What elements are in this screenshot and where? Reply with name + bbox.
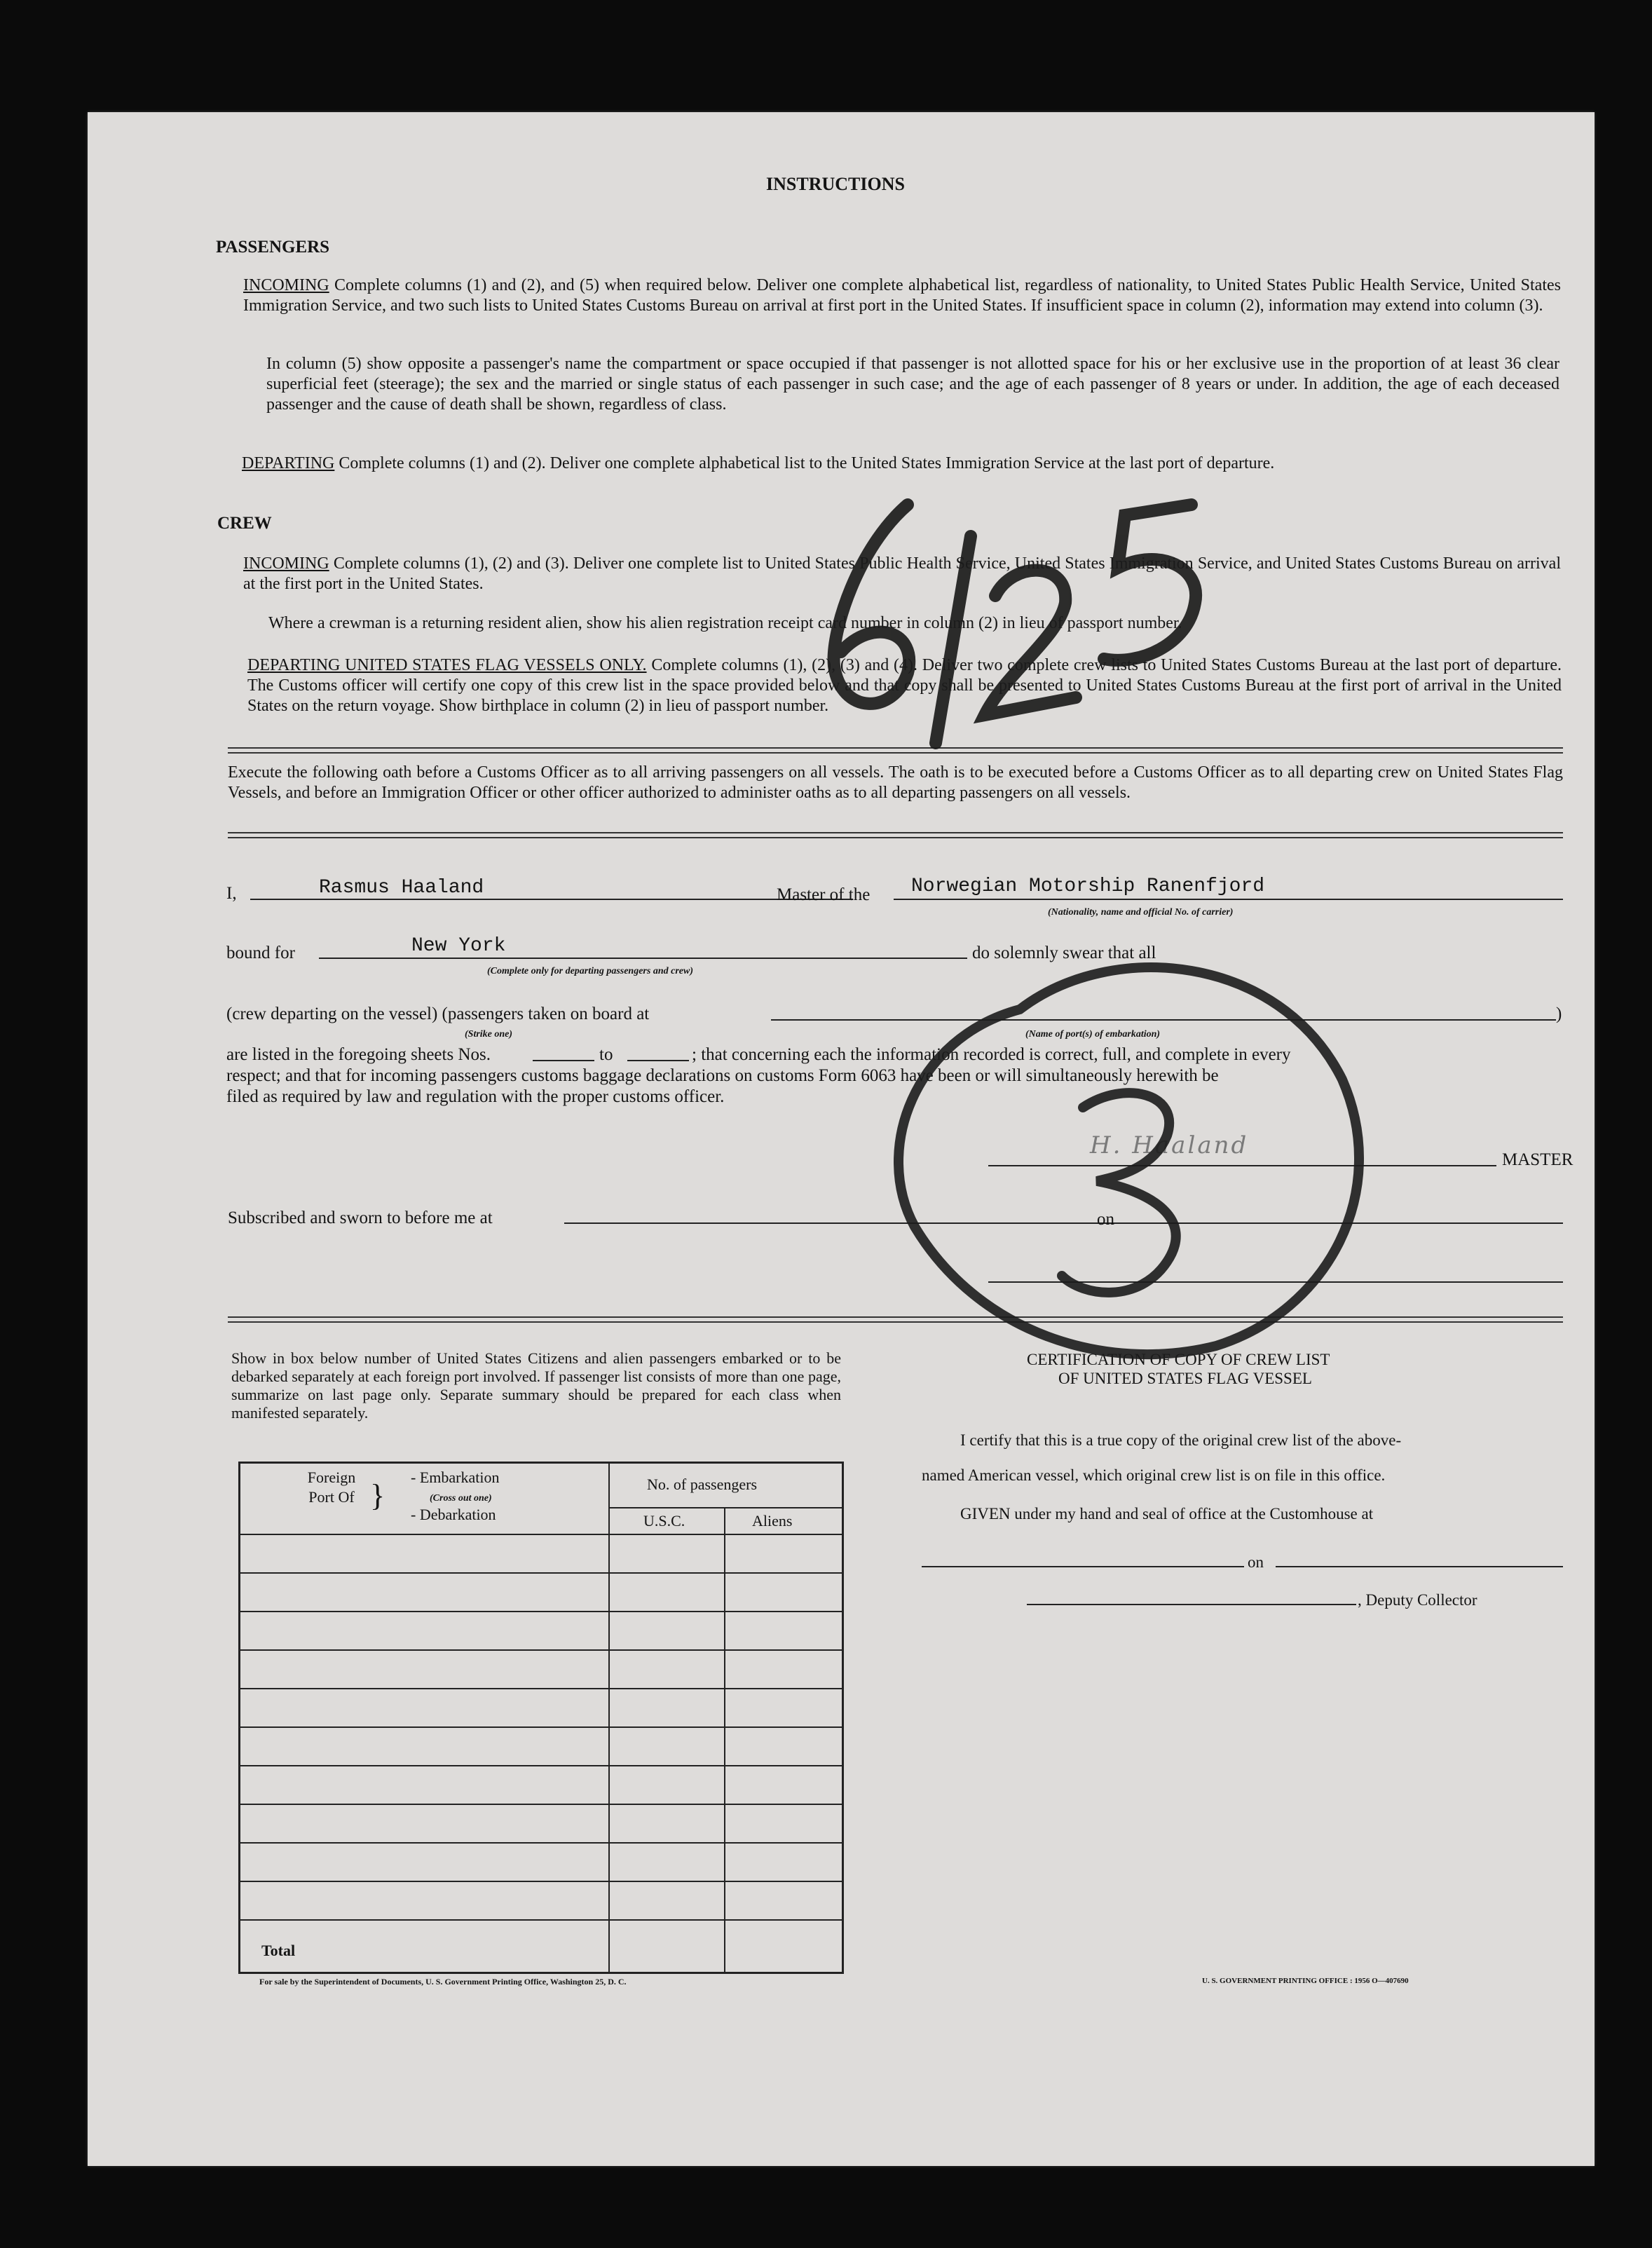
certification-text-line2: named American vessel, which original crew list is on file in this office. [922,1466,1386,1484]
passengers-departing-text: Complete columns (1) and (2). Deliver one complete alphabetical list to the United States Immigration Service at the last port of departure. [339,454,1275,472]
crew-departing-text: (crew departing on the vessel) (passengers taken on board at [226,1004,650,1023]
master-name-field[interactable]: Rasmus Haaland [319,877,484,899]
master-of-label: Master of the [777,885,871,904]
document-page [88,112,1595,2166]
column5-paragraph: In column (5) show opposite a passenger's name the compartment or space occupied if that passenger is not allotted space for his or her exclusive use in the proportion of at least 36 clear superficial feet (steerage); the sex and the married or single status of each passenger in such case; and the age of each passenger of 8 years or under. In addition, the age of each deceased passenger and the cause of death shall be shown, regardless of class. [266,355,1559,414]
handwritten-marks [88,112,1595,2166]
certification-title-line1: CERTIFICATION OF COPY OF CREW LIST [1027,1351,1330,1368]
cross-out-caption: (Cross out one) [430,1493,492,1504]
subscribed-on-label: on [1097,1210,1114,1229]
usc-column-header: U.S.C. [643,1512,685,1530]
swear-text: do solemnly swear that all [972,944,1156,962]
sheets-to-label: to [599,1045,613,1064]
brace-icon: } [370,1478,385,1513]
summary-instruction: Show in box below number of United States Citizens and alien passengers embarked or to be debarked separately at each foreign port involved. If passenger list consists of more than one page, summarize on last page only. Separate summary should be prepared for each class when manifested separately. [231,1349,841,1422]
certification-title-line2: OF UNITED STATES FLAG VESSEL [1058,1370,1312,1387]
vessel-caption: (Nationality, name and official No. of carrier) [1048,907,1234,918]
crew-departing-label: DEPARTING UNITED STATES FLAG VESSELS ONLY. [247,656,647,674]
crew-incoming-label: INCOMING [243,554,329,573]
ports-caption: (Name of port(s) of embarkation) [1025,1029,1161,1040]
subscribed-label: Subscribed and sworn to before me at [228,1208,493,1227]
close-paren: ) [1556,1004,1562,1023]
bound-for-label: bound for [226,944,295,962]
certification-text-line1: I certify that this is a true copy of the original crew list of the above- [960,1431,1402,1449]
passengers-incoming-text: Complete columns (1) and (2), and (5) when required below. Deliver one complete alphabetical list, regardless of nationality, to United States Public Health Service, United States Immigration Service, and two such lists to United States Customs Bureau on arrival at first port in the United States. If insufficient space in column (2), information may extend into column (3). [243,276,1561,315]
sheets-line3: filed as required by law and regulation with the proper customs officer. [226,1087,725,1106]
crew-heading: CREW [217,514,272,533]
footer-left: For sale by the Superintendent of Documents, U. S. Government Printing Office, Washington 25, D. C. [259,1977,627,1987]
master-label: MASTER [1502,1150,1574,1169]
crew-departing-text: Complete columns (1), (2), (3) and (4). Deliver two complete crew lists to United States Customs Bureau at the last port of departure. The Customs officer will certify one copy of this crew list in the space provided below and that copy shall be presented to United States Customs Bureau at the first port of arrival in the United States on the return voyage. Show birthplace in column (2) in lieu of passport number. [247,656,1562,715]
debarkation-label: - Debarkation [411,1506,496,1523]
sheets-line2: respect; and that for incoming passengers customs baggage declarations on customs Form 6063 have been or will simultaneously herewith be [226,1066,1219,1085]
crew-incoming-text: Complete columns (1), (2) and (3). Deliver one complete list to United States Public Health Service, United States Immigration Service, and United States Customs Bureau on arrival at the first port in the United States. [243,554,1561,593]
master-signature: H. Haaland [1090,1131,1249,1159]
vessel-field[interactable]: Norwegian Motorship Ranenfjord [911,876,1265,897]
total-label: Total [261,1942,296,1959]
destination-caption: (Complete only for departing passengers and crew) [487,966,693,976]
footer-right: U. S. GOVERNMENT PRINTING OFFICE : 1956 O—407690 [1202,1977,1409,1985]
sheets-line1-b: ; that concerning each the information recorded is correct, full, and complete in every [692,1045,1291,1064]
foreign-port-label: Foreign Port Of [307,1469,356,1506]
circled-number-3 [899,967,1359,1354]
date-mark-6-25 [834,505,1196,743]
destination-field[interactable]: New York [411,935,506,957]
passengers-heading: PASSENGERS [216,238,330,257]
crew-alien-paragraph: Where a crewman is a returning resident alien, show his alien registration receipt card number in column (2) in lieu of passport number. [268,614,1182,632]
passengers-incoming-label: INCOMING [243,276,329,294]
sheets-line1-a: are listed in the foregoing sheets Nos. [226,1045,491,1064]
oath-instruction: Execute the following oath before a Customs Officer as to all arriving passengers on all vessels. The oath is to be executed before a Customs Officer as to all departing crew on United States Flag Vessels, and before an Immigration Officer or other officer authorized to administer oaths as to all departing passengers on all vessels. [228,763,1563,802]
no-passengers-label: No. of passengers [647,1476,758,1493]
certification-on-label: on [1248,1553,1264,1571]
embarkation-label: - Embarkation [411,1469,500,1486]
strike-caption: (Strike one) [465,1029,513,1040]
oath-i-label: I, [226,884,237,903]
passengers-departing-label: DEPARTING [242,454,335,472]
aliens-column-header: Aliens [752,1512,793,1530]
certification-given-text: GIVEN under my hand and seal of office at the Customhouse at [960,1505,1374,1522]
page-title: INSTRUCTIONS [766,174,905,194]
deputy-collector-label: , Deputy Collector [1358,1591,1477,1609]
